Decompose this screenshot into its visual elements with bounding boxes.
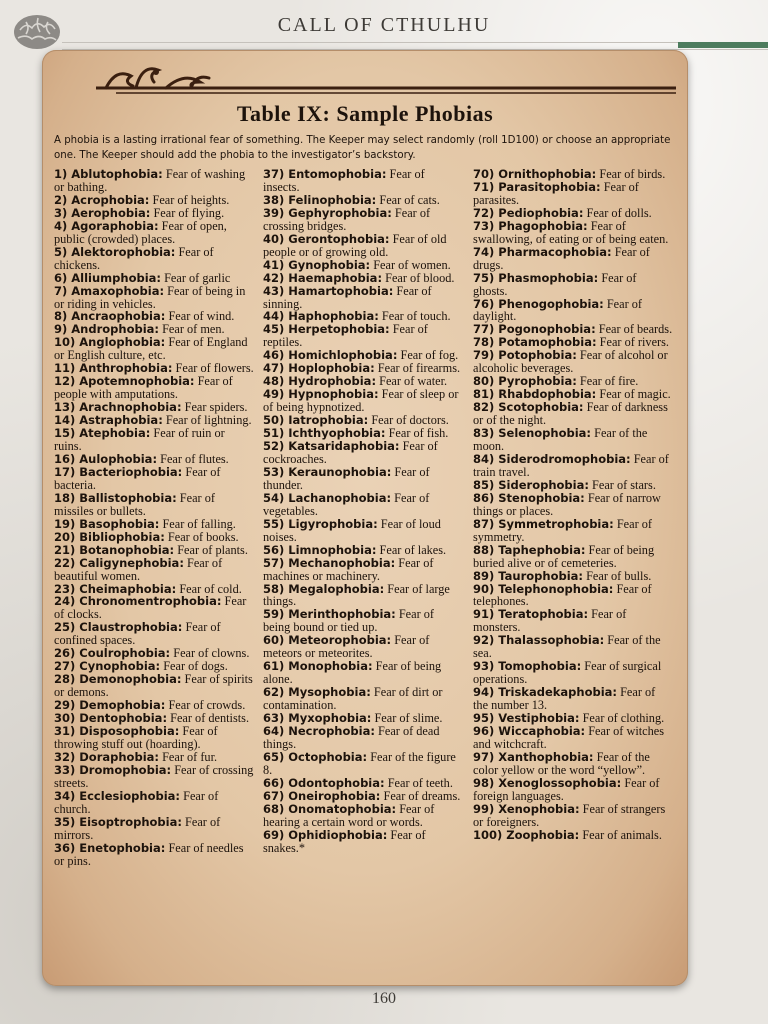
phobia-term: 81) Rhabdophobia: — [473, 387, 597, 402]
phobia-description: Fear of alcohol or alcoholic beverages. — [473, 348, 668, 376]
phobia-term: 55) Ligyrophobia: — [263, 516, 378, 531]
phobia-entry — [263, 492, 463, 518]
phobia-term: 19) Basophobia: — [54, 516, 160, 531]
phobia-description: Fear of the figure 8. — [263, 749, 456, 777]
phobia-description: Fear of ghosts. — [473, 270, 637, 298]
phobia-term: 29) Demophobia: — [54, 698, 166, 713]
phobia-term: 44) Haphophobia: — [263, 309, 379, 324]
phobia-term: 61) Monophobia: — [263, 659, 373, 674]
phobia-entry — [473, 492, 673, 518]
phobia-entry — [54, 673, 254, 699]
phobia-description: Fear of mirrors. — [54, 814, 221, 842]
phobia-entry — [473, 518, 673, 544]
table-title: Table IX: Sample Phobias — [236, 101, 494, 126]
phobia-entry — [54, 557, 254, 583]
phobia-term: 20) Bibliophobia: — [54, 529, 165, 544]
phobia-description: Fear of snakes.* — [263, 827, 426, 855]
phobia-description: Fear of clowns. — [173, 646, 250, 661]
phobia-description: Fear of chickens. — [54, 244, 214, 272]
phobia-term: 52) Katsaridaphobia: — [263, 439, 400, 454]
phobia-term: 39) Gephyrophobia: — [263, 205, 392, 220]
phobia-entry — [263, 466, 463, 492]
phobia-term: 35) Eisoptrophobia: — [54, 814, 182, 829]
phobia-description: Fear of witches and witchcraft. — [473, 723, 665, 751]
phobia-description: Fear of cats. — [379, 192, 440, 207]
phobia-entry — [54, 842, 254, 868]
running-head: CALL OF CTHULHU — [277, 14, 491, 36]
phobia-description: Fear of dreams. — [383, 788, 461, 803]
phobia-entry — [54, 725, 254, 751]
phobia-term: 50) Iatrophobia: — [263, 413, 369, 428]
phobia-term: 53) Keraunophobia: — [263, 464, 392, 479]
phobia-description: Fear of lakes. — [379, 542, 447, 557]
phobia-description: Fear of books. — [167, 529, 239, 544]
phobia-entry — [263, 285, 463, 311]
phobia-description: Fear of clocks. — [54, 594, 247, 622]
phobia-description: Fear of women. — [373, 257, 451, 272]
phobia-entry — [54, 466, 254, 492]
phobia-entry — [473, 453, 673, 479]
phobia-description: Fear spiders. — [184, 400, 248, 415]
phobia-entry — [473, 349, 673, 375]
phobia-description: Fear of bulls. — [586, 568, 652, 583]
phobia-description: Fear of clothing. — [582, 711, 665, 726]
phobia-entry — [473, 544, 673, 570]
phobia-description: Fear of needles or pins. — [54, 840, 244, 868]
phobia-entry — [473, 777, 673, 803]
phobia-description: Fear of narrow things or places. — [473, 490, 661, 518]
phobia-entry — [263, 323, 463, 349]
phobia-description: Fear of wind. — [168, 309, 235, 324]
phobia-description: Fear of bacteria. — [54, 464, 221, 492]
phobia-entry — [54, 492, 254, 518]
phobia-description: Fear of washing or bathing. — [54, 167, 246, 194]
phobia-description: Fear of fog. — [400, 348, 459, 363]
phobia-entry — [263, 557, 463, 583]
phobia-term: 87) Symmetrophobia: — [473, 516, 614, 531]
phobia-entry — [473, 298, 673, 324]
phobia-description: Fear of flying. — [153, 205, 225, 220]
phobia-term: 31) Disposophobia: — [54, 723, 180, 738]
phobia-entry — [473, 829, 673, 842]
phobia-description: Fear of teeth. — [387, 775, 453, 790]
phobia-description: Fear of spirits or demons. — [54, 672, 253, 700]
phobia-term: 79) Potophobia: — [473, 348, 577, 363]
phobia-entry — [263, 803, 463, 829]
phobia-term: 12) Apotemnophobia: — [54, 374, 195, 389]
phobia-description: Fear of loud noises. — [263, 516, 441, 544]
phobia-description: Fear of beautiful women. — [54, 555, 223, 583]
phobia-description: Fear of men. — [162, 322, 225, 337]
page-number: 160 — [372, 990, 396, 1007]
phobia-entry — [473, 427, 673, 453]
phobia-term: 26) Coulrophobia: — [54, 646, 171, 661]
phobia-term: 60) Meteorophobia: — [263, 633, 392, 648]
phobia-description: Fear of dogs. — [163, 659, 228, 674]
phobia-term: 74) Pharmacophobia: — [473, 244, 612, 259]
phobia-term: 36) Enetophobia: — [54, 840, 166, 855]
phobia-term: 2) Acrophobia: — [54, 192, 150, 207]
phobia-term: 63) Myxophobia: — [263, 711, 372, 726]
phobia-term: 91) Teratophobia: — [473, 607, 589, 622]
phobia-description: Fear of confined spaces. — [54, 620, 221, 648]
phobia-entry — [473, 686, 673, 712]
phobia-entry — [54, 816, 254, 842]
phobia-term: 69) Ophidiophobia: — [263, 827, 388, 842]
phobia-description: Fear of throwing stuff out (hoarding). — [54, 723, 218, 751]
phobia-term: 18) Ballistophobia: — [54, 490, 177, 505]
phobia-term: 25) Claustrophobia: — [54, 620, 183, 635]
phobia-description: Fear of vegetables. — [263, 490, 430, 518]
phobia-entry — [473, 272, 673, 298]
phobia-term: 24) Chronomentrophobia: — [54, 594, 222, 609]
phobia-description: Fear of firearms. — [377, 361, 461, 376]
phobia-description: Fear of ruin or ruins. — [54, 426, 225, 454]
phobia-term: 83) Selenophobia: — [473, 426, 592, 441]
phobia-description: Fear of monsters. — [473, 607, 627, 635]
phobia-term: 21) Botanophobia: — [54, 542, 175, 557]
phobia-entry — [54, 246, 254, 272]
phobia-entry — [54, 336, 254, 362]
phobia-term: 32) Doraphobia: — [54, 749, 159, 764]
phobia-term: 73) Phagophobia: — [473, 218, 588, 233]
phobia-description: Fear of being alone. — [263, 659, 442, 687]
phobia-term: 27) Cynophobia: — [54, 659, 161, 674]
phobia-entry — [473, 803, 673, 829]
phobia-entry — [263, 660, 463, 686]
phobia-term: 88) Taphephobia: — [473, 542, 586, 557]
phobia-term: 22) Caligynephobia: — [54, 555, 184, 570]
phobia-description: Fear of daylight. — [473, 296, 643, 324]
phobia-term: 58) Megalophobia: — [263, 581, 385, 596]
phobia-term: 10) Anglophobia: — [54, 335, 166, 350]
tentacle-flourish — [96, 58, 676, 98]
phobia-description: Fear of falling. — [162, 516, 236, 531]
phobia-description: Fear of surgical operations. — [473, 659, 662, 687]
phobia-description: Fear of lightning. — [165, 413, 252, 428]
phobia-term: 37) Entomophobia: — [263, 167, 387, 181]
phobia-description: Fear of heights. — [152, 192, 230, 207]
phobia-description: Fear of the number 13. — [473, 685, 656, 713]
phobia-description: Fear of thunder. — [263, 464, 430, 492]
phobia-description: Fear of dolls. — [586, 205, 652, 220]
phobia-term: 11) Anthrophobia: — [54, 361, 173, 376]
phobia-description: Fear of fire. — [579, 374, 639, 389]
phobia-term: 4) Agoraphobia: — [54, 218, 159, 233]
phobia-entry — [263, 440, 463, 466]
phobia-description: Fear of cold. — [179, 581, 242, 596]
phobia-term: 5) Alektorophobia: — [54, 244, 176, 259]
phobia-term: 49) Hypnophobia: — [263, 387, 379, 402]
phobia-term: 28) Demonophobia: — [54, 672, 182, 687]
phobia-description: Fear of sleep or of being hypnotized. — [263, 387, 459, 415]
phobia-description: Fear of church. — [54, 788, 219, 816]
phobia-description: Fear of being buried alive or of cemeteries. — [473, 542, 655, 570]
phobia-term: 14) Astraphobia: — [54, 413, 163, 428]
phobia-description: Fear of flutes. — [160, 451, 229, 466]
phobia-entry — [263, 751, 463, 777]
phobia-term: 34) Ecclesiophobia: — [54, 788, 181, 803]
phobia-entry — [263, 207, 463, 233]
phobia-term: 95) Vestiphobia: — [473, 711, 580, 726]
phobia-entry — [54, 285, 254, 311]
phobia-term: 15) Atephobia: — [54, 426, 151, 441]
phobia-term: 42) Haemaphobia: — [263, 270, 383, 285]
phobia-term: 48) Hydrophobia: — [263, 374, 377, 389]
phobia-description: Fear of blood. — [385, 270, 455, 285]
phobia-term: 71) Parasitophobia: — [473, 179, 601, 194]
phobia-term: 94) Triskadekaphobia: — [473, 685, 618, 700]
phobia-entry — [263, 686, 463, 712]
phobia-term: 77) Pogonophobia: — [473, 322, 596, 337]
phobia-term: 100) Zoophobia: — [473, 827, 580, 842]
phobia-term: 70) Ornithophobia: — [473, 167, 597, 181]
phobia-entry — [263, 233, 463, 259]
phobia-term: 40) Gerontophobia: — [263, 231, 390, 246]
phobia-description: Fear of drugs. — [473, 244, 650, 272]
phobia-description: Fear of plants. — [177, 542, 248, 557]
phobia-description: Fear of cockroaches. — [263, 439, 438, 466]
phobia-term: 78) Potamophobia: — [473, 335, 597, 350]
phobia-term: 93) Tomophobia: — [473, 659, 582, 674]
phobia-column-2 — [263, 168, 463, 855]
phobia-entry — [473, 634, 673, 660]
phobia-entry — [473, 401, 673, 427]
phobia-description: Fear of birds. — [599, 167, 666, 181]
phobia-term: 66) Odontophobia: — [263, 775, 385, 790]
phobia-description: Fear of being in or riding in vehicles. — [54, 283, 246, 311]
phobia-description: Fear of fur. — [162, 749, 218, 764]
phobia-term: 23) Cheimaphobia: — [54, 581, 177, 596]
phobia-description: Fear of symmetry. — [473, 516, 652, 544]
phobia-entry — [263, 518, 463, 544]
phobia-term: 9) Androphobia: — [54, 322, 160, 337]
phobia-description: Fear of beards. — [598, 322, 673, 337]
phobia-term: 8) Ancraophobia: — [54, 309, 166, 324]
phobia-description: Fear of parasites. — [473, 179, 639, 207]
phobia-description: Fear of flowers. — [175, 361, 254, 376]
phobia-term: 96) Wiccaphobia: — [473, 723, 586, 738]
phobia-description: Fear of strangers or foreigners. — [473, 801, 666, 829]
phobia-description: Fear of hearing a certain word or words. — [263, 801, 435, 829]
phobia-term: 75) Phasmophobia: — [473, 270, 599, 285]
phobia-term: 82) Scotophobia: — [473, 400, 584, 415]
phobia-term: 7) Amaxophobia: — [54, 283, 165, 298]
phobia-entry — [54, 621, 254, 647]
phobia-description: Fear of touch. — [381, 309, 451, 324]
phobia-description: Fear of England or English culture, etc. — [54, 335, 248, 363]
phobia-term: 6) Alliumphobia: — [54, 270, 162, 285]
phobia-description: Fear of the moon. — [473, 426, 648, 454]
phobia-term: 43) Hamartophobia: — [263, 283, 394, 298]
phobia-entry — [473, 220, 673, 246]
phobia-entry — [54, 764, 254, 790]
phobia-description: Fear of old people or of growing old. — [263, 231, 447, 259]
phobia-term: 51) Ichthyophobia: — [263, 426, 386, 441]
table-intro: A phobia is a lasting irrational fear of something. The Keeper may select randomly (roll 1D100) or choose an appropriate one. The Keeper should add the phobia to the investigator’s backstory. — [54, 135, 671, 161]
phobia-term: 62) Mysophobia: — [263, 685, 371, 700]
phobia-term: 97) Xanthophobia: — [473, 749, 594, 764]
phobia-description: Fear of crowds. — [168, 698, 246, 713]
phobia-entry — [473, 608, 673, 634]
phobia-term: 33) Dromophobia: — [54, 762, 172, 777]
phobia-term: 57) Mechanophobia: — [263, 555, 396, 570]
phobia-term: 68) Onomatophobia: — [263, 801, 397, 816]
phobia-entry — [54, 220, 254, 246]
phobia-term: 99) Xenophobia: — [473, 801, 580, 816]
phobia-description: Fear of foreign languages. — [473, 775, 660, 803]
phobia-term: 64) Necrophobia: — [263, 723, 375, 738]
phobia-description: Fear of dead things. — [263, 723, 440, 751]
phobia-description: Fear of people with amputations. — [54, 374, 233, 402]
phobia-description: Fear of dentists. — [170, 711, 250, 726]
phobia-description: Fear of water. — [379, 374, 448, 389]
phobia-description: Fear of crossing bridges. — [263, 205, 431, 233]
phobia-description: Fear of crossing streets. — [54, 762, 254, 790]
phobia-entry — [473, 246, 673, 272]
phobia-term: 72) Pediophobia: — [473, 205, 584, 220]
phobia-term: 65) Octophobia: — [263, 749, 368, 764]
phobia-entry — [263, 388, 463, 414]
phobia-entry — [263, 583, 463, 609]
phobia-description: Fear of telephones. — [473, 581, 652, 609]
phobia-description: Fear of train travel. — [473, 451, 669, 479]
phobia-description: Fear of swallowing, of eating or of being eaten. — [473, 218, 669, 246]
phobia-term: 86) Stenophobia: — [473, 490, 585, 505]
phobia-term: 38) Felinophobia: — [263, 192, 377, 207]
phobia-entry — [263, 608, 463, 634]
phobia-entry — [54, 168, 254, 194]
phobia-term: 16) Aulophobia: — [54, 451, 158, 466]
phobia-term: 56) Limnophobia: — [263, 542, 377, 557]
phobia-term: 67) Oneirophobia: — [263, 788, 381, 803]
phobia-description: Fear of doctors. — [371, 413, 449, 428]
phobia-term: 3) Aerophobia: — [54, 205, 151, 220]
phobia-description: Fear of large things. — [263, 581, 450, 609]
phobia-description: Fear of machines or machinery. — [263, 555, 434, 583]
phobia-term: 46) Homichlophobia: — [263, 348, 398, 363]
phobia-term: 76) Phenogophobia: — [473, 296, 604, 311]
phobia-term: 54) Lachanophobia: — [263, 490, 392, 505]
phobia-description: Fear of sinning. — [263, 283, 432, 311]
phobia-description: Fear of animals. — [582, 827, 662, 842]
phobia-entry — [54, 427, 254, 453]
phobia-term: 98) Xenoglossophobia: — [473, 775, 622, 790]
phobia-entry — [473, 751, 673, 777]
phobia-description: Fear of dirt or contamination. — [263, 685, 443, 713]
phobia-column-3 — [473, 168, 673, 842]
phobia-description: Fear of insects. — [263, 167, 425, 194]
phobia-term: 41) Gynophobia: — [263, 257, 371, 272]
phobia-term: 59) Merinthophobia: — [263, 607, 396, 622]
phobia-description: Fear of missiles or bullets. — [54, 490, 215, 518]
phobia-description: Fear of the color yellow or the word “yellow”. — [473, 749, 650, 777]
phobia-description: Fear of the sea. — [473, 633, 661, 661]
phobia-description: Fear of darkness or of the night. — [473, 400, 668, 428]
phobia-term: 85) Siderophobia: — [473, 477, 589, 492]
phobia-description: Fear of being bound or tied up. — [263, 607, 434, 635]
phobia-term: 80) Pyrophobia: — [473, 374, 577, 389]
phobia-description: Fear of fish. — [388, 426, 449, 441]
phobia-term: 47) Hoplophobia: — [263, 361, 375, 376]
phobia-term: 45) Herpetophobia: — [263, 322, 390, 337]
phobia-entry — [473, 181, 673, 207]
phobia-term: 13) Arachnophobia: — [54, 400, 182, 415]
header-rule — [62, 42, 768, 50]
phobia-term: 1) Ablutophobia: — [54, 167, 163, 181]
phobia-term: 90) Telephonophobia: — [473, 581, 614, 596]
phobia-description: Fear of reptiles. — [263, 322, 428, 350]
phobia-entry — [473, 660, 673, 686]
phobia-entry — [263, 829, 463, 855]
phobia-entry — [263, 725, 463, 751]
phobia-entry — [54, 595, 254, 621]
phobia-entry — [263, 634, 463, 660]
phobia-term: 17) Bacteriophobia: — [54, 464, 183, 479]
phobia-entry — [473, 725, 673, 751]
phobia-term: 92) Thalassophobia: — [473, 633, 605, 648]
phobia-term: 89) Taurophobia: — [473, 568, 583, 583]
phobia-entry — [263, 168, 463, 194]
phobia-entry — [54, 375, 254, 401]
phobia-entry — [54, 790, 254, 816]
phobia-entry — [473, 583, 673, 609]
phobia-description: Fear of rivers. — [599, 335, 669, 350]
phobia-description: Fear of magic. — [599, 387, 671, 402]
phobia-column-1 — [54, 168, 254, 867]
phobia-description: Fear of slime. — [374, 711, 443, 726]
phobia-description: Fear of stars. — [592, 477, 656, 492]
phobia-description: Fear of garlic — [164, 270, 231, 285]
phobia-term: 30) Dentophobia: — [54, 711, 168, 726]
phobia-description: Fear of open, public (crowded) places. — [54, 218, 227, 246]
phobia-term: 84) Siderodromophobia: — [473, 451, 631, 466]
phobia-description: Fear of meteors or meteorites. — [263, 633, 430, 661]
